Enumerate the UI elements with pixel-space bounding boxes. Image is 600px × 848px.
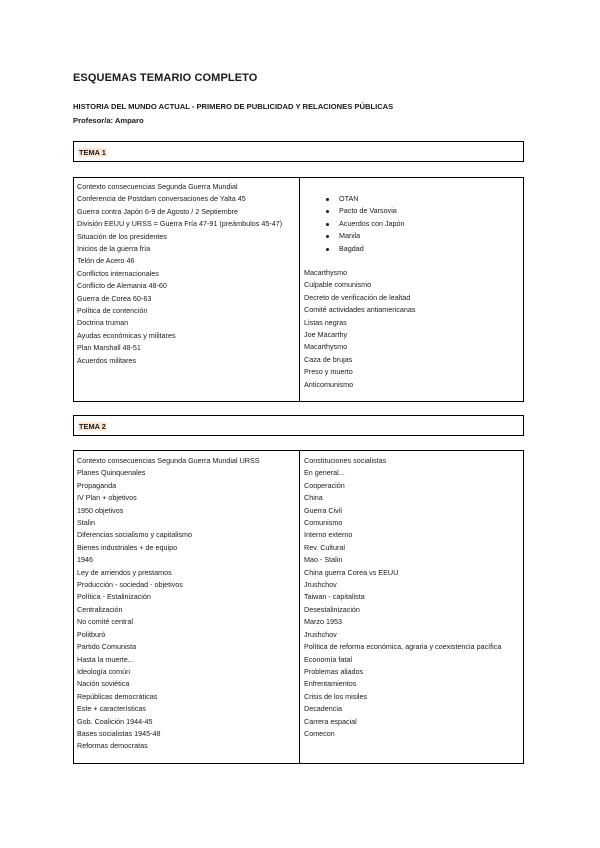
list-item: En general... xyxy=(304,468,345,478)
bullet-item: Acuerdos con Japón xyxy=(300,218,525,230)
list-item: Producción - sociedad - objetivos xyxy=(77,580,183,590)
list-item: Ley de arriendos y prestamos xyxy=(77,567,172,577)
professor-line: Profesor/a: Amparo xyxy=(73,116,144,125)
bullet-item: Pacto de Varsovia xyxy=(300,205,525,217)
list-item: Marzo 1953 xyxy=(304,617,342,627)
list-item: Ideología común xyxy=(77,666,131,676)
list-item: Comité actividades antiamericanas xyxy=(304,305,416,315)
list-item: Crisis de los misiles xyxy=(304,691,368,701)
list-item: Propaganda xyxy=(77,480,117,490)
list-item: Acuerdos militares xyxy=(77,355,137,365)
list-item: Diferencias socialismo y capitalismo xyxy=(77,530,193,540)
list-item: Conflicto de Alemania 48-60 xyxy=(77,281,167,291)
list-item: 1946 xyxy=(77,555,93,565)
list-item: Rev. Cultural xyxy=(304,542,346,552)
bullet-item: Manila xyxy=(300,230,525,242)
list-item: Macarthysmo xyxy=(304,342,348,352)
list-item: Nación soviética xyxy=(77,679,130,689)
list-item: Ayudas económicas y militares xyxy=(77,330,176,340)
list-item: Este + características xyxy=(77,704,146,714)
list-item: Hasta la muerte... xyxy=(77,654,134,664)
list-item: Situación de los presidentes xyxy=(77,231,167,241)
list-item: Telón de Acero 46 xyxy=(77,256,135,266)
list-item: Gob. Coalición 1944-45 xyxy=(77,716,153,726)
list-item: China guerra Corea vs EEUU xyxy=(304,567,399,577)
list-item: Comecon xyxy=(304,728,335,738)
list-item: Culpable comunismo xyxy=(304,280,372,290)
list-item: Inicios de la guerra fría xyxy=(77,244,151,254)
list-item: Contexto consecuencias Segunda Guerra Mundial xyxy=(77,182,238,191)
list-item: Desestalinización xyxy=(304,604,360,614)
list-item: Problemas aliados xyxy=(304,666,364,676)
list-item: Bases socialistas 1945-48 xyxy=(77,728,161,738)
list-item: 1950 objetivos xyxy=(77,505,124,515)
list-item: Mao - Stalin xyxy=(304,555,343,565)
list-item: Interno externo xyxy=(304,530,353,540)
tema-2-right-column xyxy=(300,451,525,763)
list-item: China xyxy=(304,493,323,503)
list-item: Anticomunismo xyxy=(304,379,354,389)
list-item: Política de reforma económica, agraria y coexistencia pacífica xyxy=(304,642,502,652)
list-item: Jrushchov xyxy=(304,580,337,590)
list-item: Stalin xyxy=(77,518,95,528)
list-item: Guerra contra Japón 6-9 de Agosto / 2 Septiembre xyxy=(77,206,239,216)
list-item: Economía fatal xyxy=(304,654,352,664)
document-title: ESQUEMAS TEMARIO COMPLETO xyxy=(73,72,258,84)
list-item: Cooperación xyxy=(304,480,345,490)
list-item: División EEUU y URSS = Guerra Fría 47-91 (preámbulos 45-47) xyxy=(77,219,283,229)
list-item: Decadencia xyxy=(304,704,342,714)
tema-1-header xyxy=(73,141,524,162)
list-item: Guerra de Corea 60-63 xyxy=(77,293,152,303)
list-item: Caza de brujas xyxy=(304,354,353,364)
tema-1-left-column xyxy=(74,178,300,401)
list-item: Planes Quinquenales xyxy=(77,468,146,478)
tema-1-right-column xyxy=(300,178,525,401)
list-item: Taiwan - capitalista xyxy=(304,592,365,602)
tema-1-table xyxy=(73,177,524,402)
tema-2-table xyxy=(73,450,524,764)
tema-2-left-column xyxy=(74,451,300,763)
document-subtitle: HISTORIA DEL MUNDO ACTUAL - PRIMERO DE PUBLICIDAD Y RELACIONES PÚBLICAS xyxy=(73,102,394,111)
bullet-item: OTAN xyxy=(300,193,525,205)
list-item: Conferencia de Postdam conversaciones de Yalta 45 xyxy=(77,194,246,204)
list-item: Centralización xyxy=(77,604,123,614)
list-item: Política - Estalinización xyxy=(77,592,151,602)
list-item: Jrushchov xyxy=(304,629,337,639)
list-item: IV Plan + objetivos xyxy=(77,493,137,503)
list-item: Doctrina truman xyxy=(77,318,129,328)
list-item: Reformas democratas xyxy=(77,741,148,751)
list-item: Preso y muerto xyxy=(304,367,353,377)
tema-1-label: TEMA 1 xyxy=(79,148,106,157)
list-item: Carrera espacial xyxy=(304,716,357,726)
list-item: Plan Marshall 48-51 xyxy=(77,343,141,353)
bullet-item: Bagdad xyxy=(300,243,525,255)
list-item: Contexto consecuencias Segunda Guerra Mundial URSS xyxy=(77,456,260,465)
list-item: Listas negras xyxy=(304,317,347,327)
list-item: Macarthysmo xyxy=(304,268,348,278)
list-item: Politburó xyxy=(77,629,106,639)
list-item: No comité central xyxy=(77,617,133,627)
list-item: Conflictos internacionales xyxy=(77,268,159,278)
list-item: Partido Comunista xyxy=(77,642,137,652)
list-item: Joe Macarthy xyxy=(304,330,348,340)
list-item: Decreto de verificación de lealtad xyxy=(304,292,411,302)
list-item: Constituciones socialistas xyxy=(304,456,387,465)
list-item: Enfrentamientos xyxy=(304,679,357,689)
list-item: Comunismo xyxy=(304,518,343,528)
list-item: Guerra Civil xyxy=(304,505,342,515)
tema-2-header xyxy=(73,415,524,436)
list-item: Política de contención xyxy=(77,306,148,316)
tema-2-label: TEMA 2 xyxy=(79,422,106,431)
list-item: Repúblicas democráticas xyxy=(77,691,158,701)
list-item: Bienes industriales + de equipo xyxy=(77,542,178,552)
